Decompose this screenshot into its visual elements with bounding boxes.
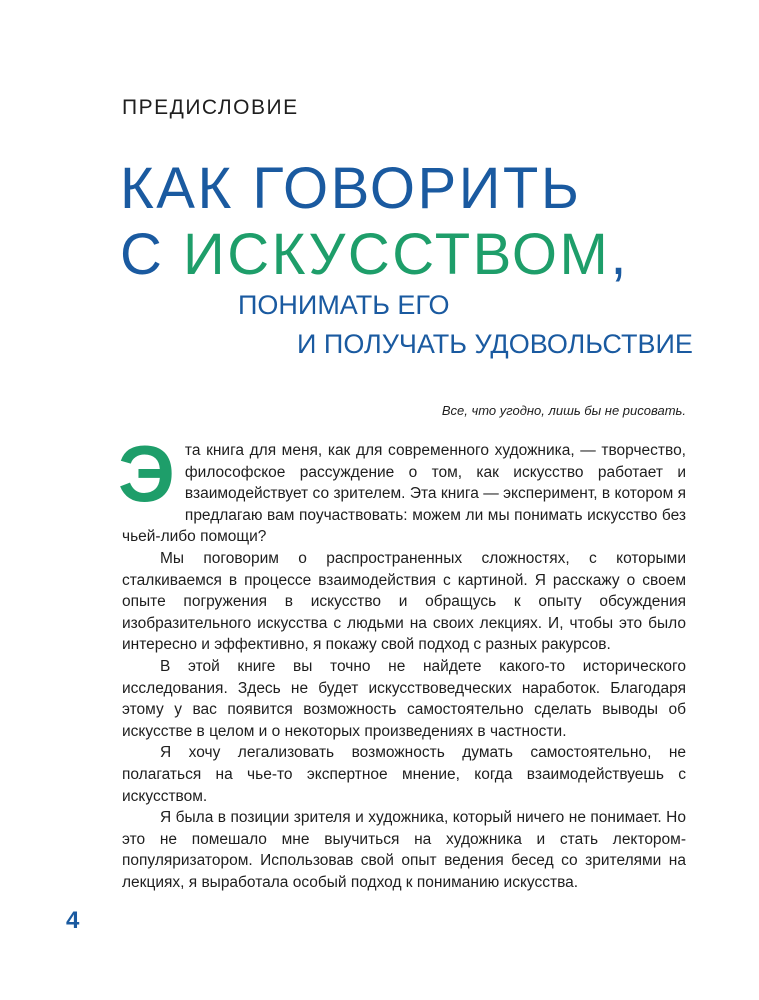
paragraph: Я была в позиции зрителя и художника, который ничего не понимает. Но это не помешало мне выучиться на художника и стать лектором-популяризатором. Использовав свой опыт ведения бесед со зрителями на лекциях, я выработала особый подход к пониманию искусства. bbox=[122, 809, 686, 891]
body-text bbox=[118, 429, 686, 893]
title-line-2 bbox=[120, 222, 629, 287]
paragraph: Я хочу легализовать возможность думать самостоятельно, не полагаться на чье-то экспертное мнение, когда взаимодействуешь с искусством. bbox=[122, 744, 686, 805]
page-number: 4 bbox=[66, 907, 80, 934]
drop-cap: Э bbox=[118, 429, 175, 518]
epigraph: Все, что угодно, лишь бы не рисовать. bbox=[441, 403, 686, 418]
title-line-2-prefix: С bbox=[120, 222, 183, 287]
section-label: ПРЕДИСЛОВИЕ bbox=[122, 96, 299, 119]
paragraph bbox=[118, 429, 686, 548]
title-line-2-suffix: , bbox=[610, 222, 629, 287]
paragraph: Мы поговорим о распространенных сложностях, с которыми сталкиваемся в процессе взаимодействия с картиной. Я расскажу о своем опыте погружения в искусство и обращусь к опыту обсуждения изобразительного искусства с людьми на своих лекциях. И, чтобы это было интересно и эффективно, я покажу свой подход с разных ракурсов. bbox=[122, 549, 686, 654]
title-line-1: КАК ГОВОРИТЬ bbox=[120, 156, 582, 221]
subtitle-line-2: И ПОЛУЧАТЬ УДОВОЛЬСТВИЕ bbox=[297, 329, 693, 359]
title-highlight-word: ИСКУССТВОМ bbox=[183, 222, 611, 287]
paragraph: В этой книге вы точно не найдете какого-то исторического исследования. Здесь не будет искусствоведческих наработок. Благодаря этому у вас появится возможность самостоятельно сделать выводы об искусстве в целом и о некоторых произведениях в частности. bbox=[122, 657, 686, 740]
paragraph-text: та книга для меня, как для современного художника, — творчество, философское рассуждение о том, как искусство работает и взаимодействует со зрителем. Эта книга — эксперимент, в котором я предлагаю вам поучаствовать: можем ли мы понимать искусство без чьей-либо помощи? bbox=[122, 442, 686, 546]
subtitle-line-1: ПОНИМАТЬ ЕГО bbox=[238, 290, 450, 320]
